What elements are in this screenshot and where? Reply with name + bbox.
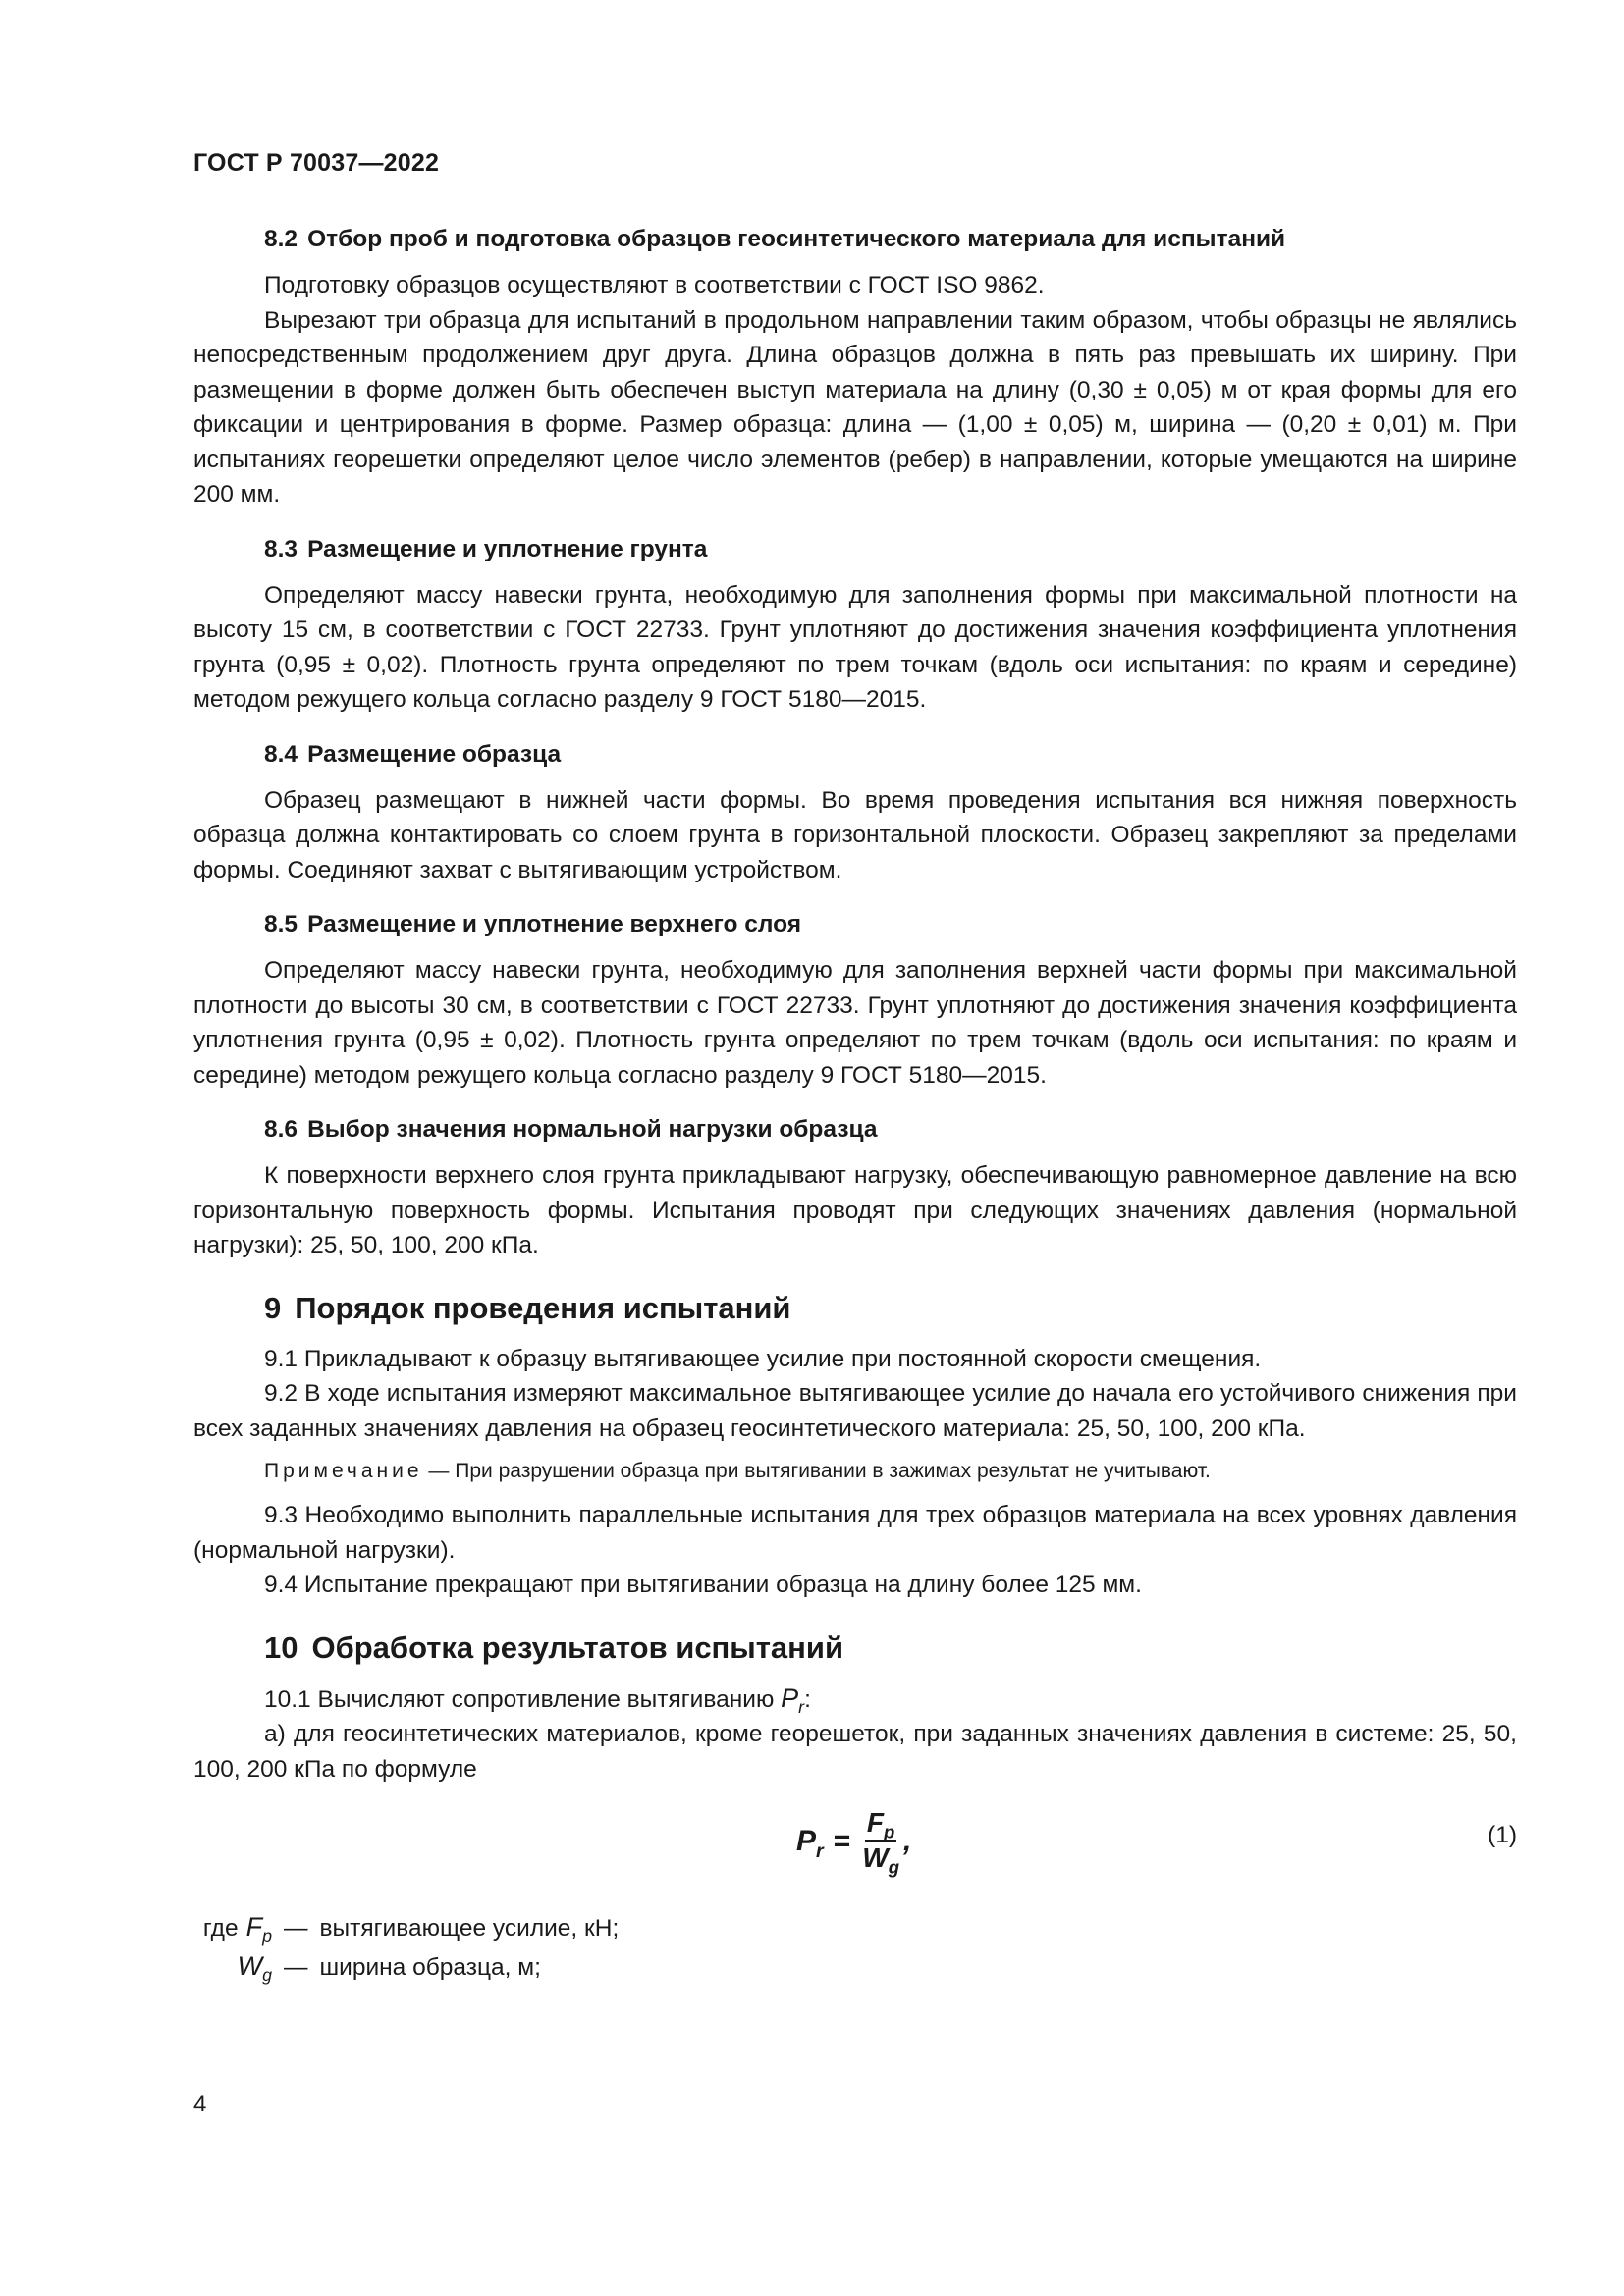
section-title: Обработка результатов испытаний — [311, 1629, 844, 1665]
subsection-title: Размещение и уплотнение грунта — [307, 535, 708, 562]
formula-lhs-subscript: r — [816, 1840, 824, 1862]
paragraph-end: : — [804, 1685, 811, 1713]
paragraph: 9.2 В ходе испытания измеряют максимальное вытягивающее усилие до начала его устойчивого снижения при всех заданных значениях давления на образец геосинтетического материала: 25, 50, 100, 200 кПа. — [193, 1380, 1517, 1442]
subsection-heading — [193, 907, 1517, 941]
paragraph: К поверхности верхнего слоя грунта прикладывают нагрузку, обеспечивающую равномерное давление на всю горизонтальную поверхность формы. Испытания проводят при следующих значениях давления (нормальной нагрузки): 25, 50, 100, 200 кПа. — [193, 1162, 1517, 1258]
where-symbol-letter: F — [245, 1912, 263, 1942]
paragraph: Определяют массу навески грунта, необходимую для заполнения верхней части формы при максимальной плотности до высоты 30 см, в соответствии с ГОСТ 22733. Грунт уплотняют до достижения значения коэффициента уплотнения грунта (0,95 ± 0,02). Плотность грунта определяют по трем точкам (вдоль оси испытания: по краям и середине) методом режущего кольца согласно разделу 9 ГОСТ 5180—2015. — [193, 957, 1517, 1089]
where-text: вытягивающее усилие, кН; — [319, 1915, 620, 1942]
section-8-6 — [193, 1112, 1517, 1263]
paragraph: Образец размещают в нижней части формы. Во время проведения испытания вся нижняя поверхность образца должна контактировать со слоем грунта в горизонтальной плоскости. Образец закрепляют за пределами формы. Соединяют захват с вытягивающим устройством. — [193, 786, 1517, 883]
formula-lhs-letter: P — [796, 1824, 817, 1857]
where-symbol-subscript: p — [262, 1926, 272, 1947]
subsection-title: Размещение образца — [307, 740, 562, 768]
document-body — [193, 222, 1517, 1987]
denominator-letter: W — [862, 1842, 889, 1873]
formula-denominator — [862, 1842, 899, 1878]
subsection-number: 8.2 — [264, 226, 298, 252]
paragraph: а) для геосинтетических материалов, кроме георешеток, при заданных значениях давления в системе: 25, 50, 100, 200 кПа по формуле — [193, 1721, 1517, 1783]
subsection-number: 8.4 — [264, 740, 298, 768]
symbol-letter: P — [781, 1682, 799, 1713]
paragraph: Вырезают три образца для испытаний в продольном направлении таким образом, чтобы образцы не являлись непосредственным продолжением друг друга. Длина образцов должна в пять раз превышать их ширину. При размещении в форме должен быть обеспечен выступ материала на длину (0,30 ± 0,05) м от края формы для его фиксации и центрирования в форме. Размер образца: длина — (1,00 ± 0,05) м, ширина — (0,20 ± 0,01) м. При испытаниях георешетки определяют целое число элементов (ребер) в направлении, которые умещаются на ширине 200 мм. — [193, 306, 1517, 507]
formula-row — [193, 1800, 1517, 1891]
where-item — [193, 1908, 1517, 1948]
where-dash: — — [284, 1915, 308, 1942]
formula-lhs — [796, 1824, 824, 1862]
symbol — [781, 1682, 805, 1717]
formula-numerator — [865, 1808, 896, 1842]
note-text: — При разрушении образца при вытягивании в зажимах результат не учитывают. — [422, 1460, 1211, 1482]
subsection-title: Выбор значения нормальной нагрузки образца — [307, 1116, 878, 1143]
section-number: 9 — [264, 1290, 282, 1325]
section-10 — [193, 1629, 1517, 1988]
subsection-number: 8.6 — [264, 1116, 298, 1143]
symbol-subscript: r — [798, 1696, 805, 1717]
section-title: Порядок проведения испытаний — [295, 1290, 791, 1325]
numerator-letter: F — [866, 1807, 885, 1838]
section-8-4 — [193, 737, 1517, 888]
note — [193, 1454, 1517, 1488]
section-8-3 — [193, 532, 1517, 718]
section-9 — [193, 1289, 1517, 1603]
subsection-title: Размещение и уплотнение верхнего слоя — [307, 911, 802, 937]
where-symbol-subscript: g — [262, 1965, 272, 1986]
numerator-subscript: p — [884, 1821, 895, 1842]
where-symbol — [193, 1948, 272, 1985]
subsection-heading — [193, 737, 1517, 772]
where-symbol — [193, 1908, 272, 1948]
subsection-number: 8.3 — [264, 535, 298, 562]
formula-number: (1) — [1488, 1822, 1517, 1848]
subsection-number: 8.5 — [264, 911, 298, 937]
subsection-title: Отбор проб и подготовка образцов геосинтетического материала для испытаний — [307, 226, 1286, 252]
paragraph: Определяют массу навески грунта, необходимую для заполнения формы при максимальной плотности на высоту 15 см, в соответствии с ГОСТ 22733. Грунт уплотняют до достижения значения коэффициента уплотнения грунта (0,95 ± 0,02). Плотность грунта определяют по трем точкам (вдоль оси испытания: по краям и середине) методом режущего кольца согласно разделу 9 ГОСТ 5180—2015. — [193, 581, 1517, 713]
formula-end: , — [902, 1824, 912, 1857]
where-item — [193, 1948, 1517, 1987]
paragraph — [193, 1682, 1517, 1718]
where-symbol-letter: W — [237, 1951, 263, 1981]
section-8-2 — [193, 222, 1517, 512]
page-number: 4 — [193, 2091, 207, 2117]
where-word: где — [202, 1915, 239, 1942]
where-text: ширина образца, м; — [319, 1954, 541, 1981]
paragraph: 9.4 Испытание прекращают при вытягивании образца на длину более 125 мм. — [264, 1572, 1142, 1598]
section-heading — [193, 1629, 1517, 1668]
paragraph-text: 10.1 Вычисляют сопротивление вытягиванию — [264, 1685, 782, 1713]
paragraph: Подготовку образцов осуществляют в соответствии с ГОСТ ISO 9862. — [264, 272, 1045, 298]
section-heading — [193, 1289, 1517, 1328]
note-label: Примечание — [264, 1460, 423, 1482]
paragraph: 9.1 Прикладывают к образцу вытягивающее усилие при постоянной скорости смещения. — [264, 1345, 1262, 1372]
paragraph: 9.3 Необходимо выполнить параллельные испытания для трех образцов материала на всех уровнях давления (нормальной нагрузки). — [193, 1502, 1517, 1564]
formula-fraction — [862, 1807, 899, 1878]
document-header: ГОСТ Р 70037—2022 — [193, 149, 440, 177]
subsection-heading — [193, 1112, 1517, 1147]
section-8-5 — [193, 907, 1517, 1093]
where-list — [193, 1908, 1517, 1987]
section-number: 10 — [264, 1629, 298, 1665]
subsection-heading — [193, 532, 1517, 566]
where-dash: — — [284, 1954, 308, 1981]
denominator-subscript: g — [888, 1856, 899, 1878]
formula-equals: = — [833, 1824, 851, 1857]
formula — [796, 1807, 912, 1878]
subsection-heading — [193, 222, 1517, 256]
